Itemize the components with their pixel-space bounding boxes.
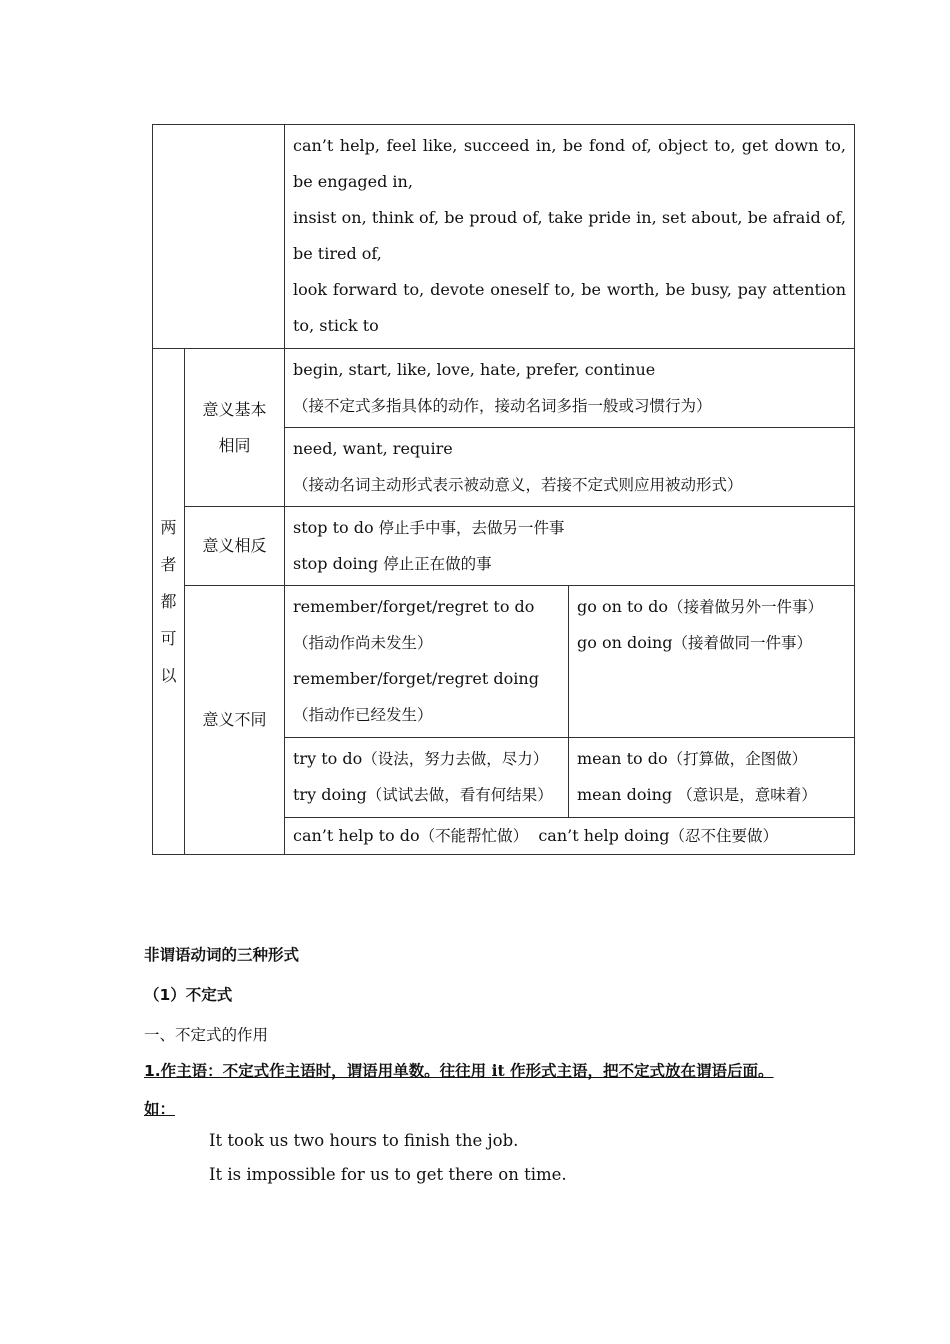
gerund-only-cell bbox=[285, 125, 855, 349]
remember-forget-regret-cell: remember/forget/regret to do （指动作尚未发生） remember/forget/regret doing （指动作已经发生） bbox=[285, 586, 569, 738]
list-item: insist on, think of, be proud of, take pride in, set about, be afraid of, be tired of, bbox=[293, 208, 846, 263]
opposite-meaning-cell: stop to do 停止手中事，去做另一件事 stop doing 停止正在做的事 bbox=[285, 507, 855, 586]
same-meaning-cell-a: begin, start, like, love, hate, prefer, continue （接不定式多指具体的动作，接动名词多指一般或习惯行为） bbox=[285, 349, 855, 428]
section-title: 非谓语动词的三种形式 bbox=[144, 946, 300, 964]
mean-cell: mean to do（打算做，企图做） mean doing （意识是，意味着） bbox=[569, 738, 855, 818]
go-on-cell: go on to do（接着做另外一件事） go on doing（接着做同一件事） bbox=[569, 586, 855, 738]
rule-text: 1.作主语：不定式作主语时，谓语用单数。往往用 it 作形式主语，把不定式放在谓语后面。 bbox=[144, 1061, 774, 1080]
list-item: look forward to, devote oneself to, be worth, be busy, pay attention to, stick to bbox=[293, 280, 846, 335]
sub-title: （1）不定式 bbox=[144, 986, 233, 1004]
table-row bbox=[153, 586, 855, 738]
same-meaning-label: 意义基本 相同 bbox=[185, 349, 285, 507]
try-cell: try to do（设法，努力去做，尽力） try doing（试试去做，看有何结果） bbox=[285, 738, 569, 818]
example-label: 如： bbox=[144, 1100, 176, 1118]
table-row bbox=[153, 125, 855, 349]
different-meaning-label: 意义不同 bbox=[185, 586, 285, 855]
verb-usage-table bbox=[152, 124, 855, 855]
opposite-meaning-label: 意义相反 bbox=[185, 507, 285, 586]
empty-category-cell bbox=[153, 125, 285, 349]
example-sentence: It took us two hours to finish the job. bbox=[209, 1131, 519, 1150]
cant-help-cell: can’t help to do（不能帮忙做） can’t help doing（忍不住要做） bbox=[285, 818, 855, 855]
part-title: 一、不定式的作用 bbox=[144, 1026, 269, 1044]
list-item: can’t help, feel like, succeed in, be fond of, object to, get down to, be engaged in, bbox=[293, 136, 846, 191]
table-row bbox=[153, 349, 855, 428]
same-meaning-cell-b: need, want, require （接动名词主动形式表示被动意义，若接不定式则应用被动形式） bbox=[285, 428, 855, 507]
table-row bbox=[153, 507, 855, 586]
example-sentence: It is impossible for us to get there on time. bbox=[209, 1165, 567, 1184]
both-possible-label: 两 者 都 可 以 bbox=[153, 349, 185, 855]
